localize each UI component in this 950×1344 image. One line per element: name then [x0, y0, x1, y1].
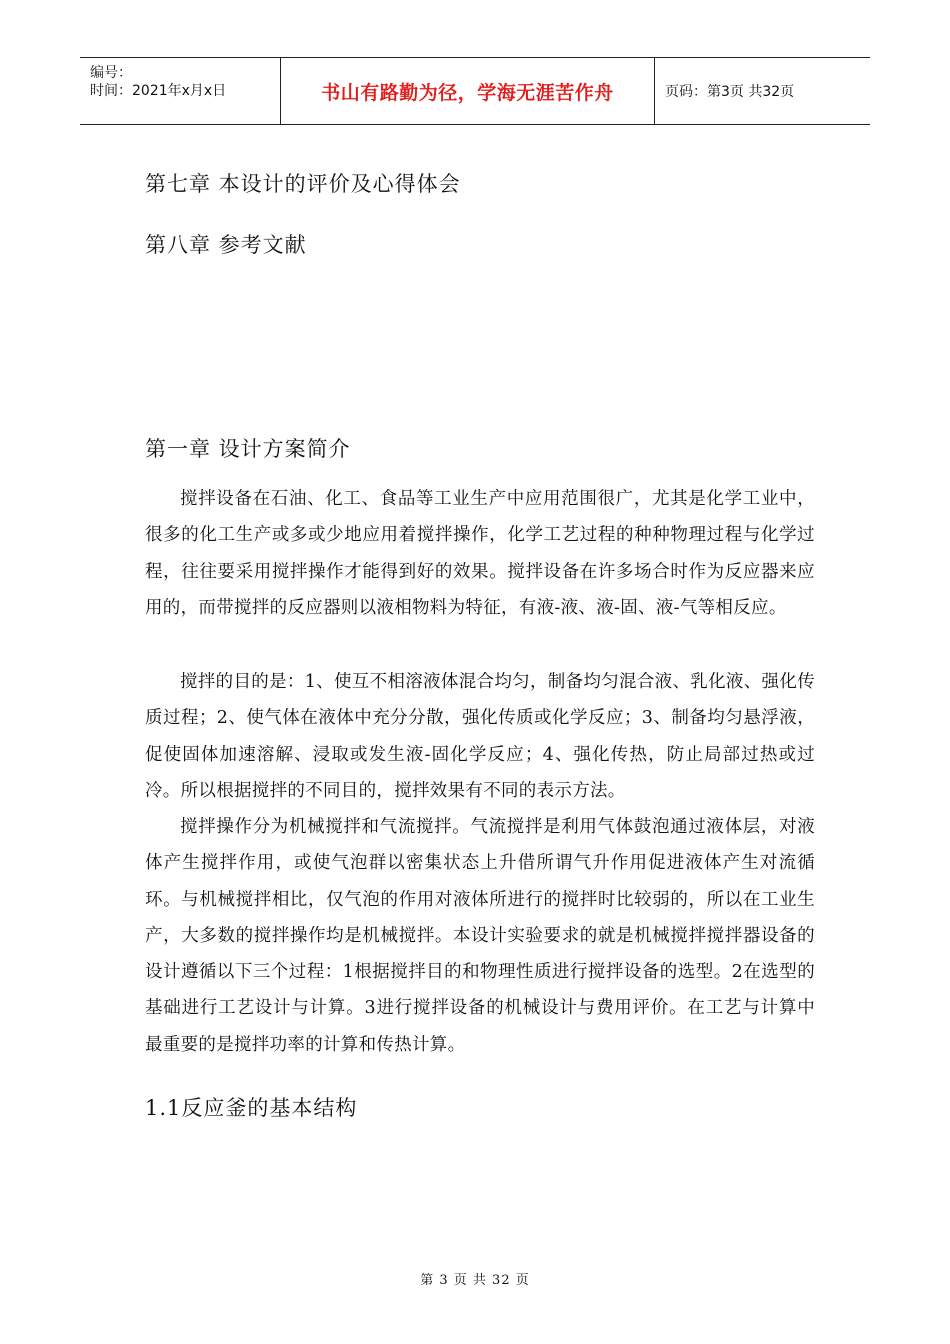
- date-label: 时间：2021年x月x日: [90, 83, 227, 99]
- page-header: [80, 57, 870, 125]
- chapter-1-title: 第一章 设计方案简介: [145, 437, 351, 461]
- serial-number-label: 编号：: [90, 65, 132, 81]
- page-footer: 第 3 页 共 32 页: [420, 1273, 530, 1288]
- header-page-info: 页码：第3页 共32页: [665, 84, 795, 100]
- paragraph-3: 搅拌操作分为机械搅拌和气流搅拌。气流搅拌是利用气体鼓泡通过液体层，对液体产生搅拌作用，或使气泡群以密集状态上升借所谓气升作用促进液体产生对流循环。与机械搅拌相比，仅气泡的作用对液体所进行的搅拌时比较弱的，所以在工业生产，大多数的搅拌操作均是机械搅拌。本设计实验要求的就是机械搅拌搅拌器设备的设计遵循以下三个过程：1根据搅拌目的和物理性质进行搅拌设备的选型。2在选型的基础进行工艺设计与计算。3进行搅拌设备的机械设计与费用评价。在工艺与计算中最重要的是搅拌功率的计算和传热计算。: [145, 817, 815, 1055]
- toc-chapter-8: 第八章 参考文献: [145, 233, 307, 257]
- header-meta-cell: [80, 58, 281, 124]
- section-1-1-title: 1.1反应釜的基本结构: [145, 1096, 358, 1120]
- header-motto: 书山有路勤为径，学海无涯苦作舟: [281, 58, 655, 124]
- paragraph-2: 搅拌的目的是：1、使互不相溶液体混合均匀，制备均匀混合液、乳化液、强化传质过程；2、使气体在液体中充分分散，强化传质或化学反应；3、制备均匀悬浮液，促使固体加速溶解、浸取或发生液-固化学反应；4、强化传热，防止局部过热或过冷。所以根据搅拌的不同目的，搅拌效果有不同的表示方法。: [145, 672, 815, 801]
- toc-chapter-7: 第七章 本设计的评价及心得体会: [145, 172, 461, 196]
- paragraph-1: 搅拌设备在石油、化工、食品等工业生产中应用范围很广，尤其是化学工业中，很多的化工生产或多或少地应用着搅拌操作，化学工艺过程的种种物理过程与化学过程，往往要采用搅拌操作才能得到好的效果。搅拌设备在许多场合时作为反应器来应用的，而带搅拌的反应器则以液相物料为特征，有液-液、液-固、液-气等相反应。: [145, 489, 815, 618]
